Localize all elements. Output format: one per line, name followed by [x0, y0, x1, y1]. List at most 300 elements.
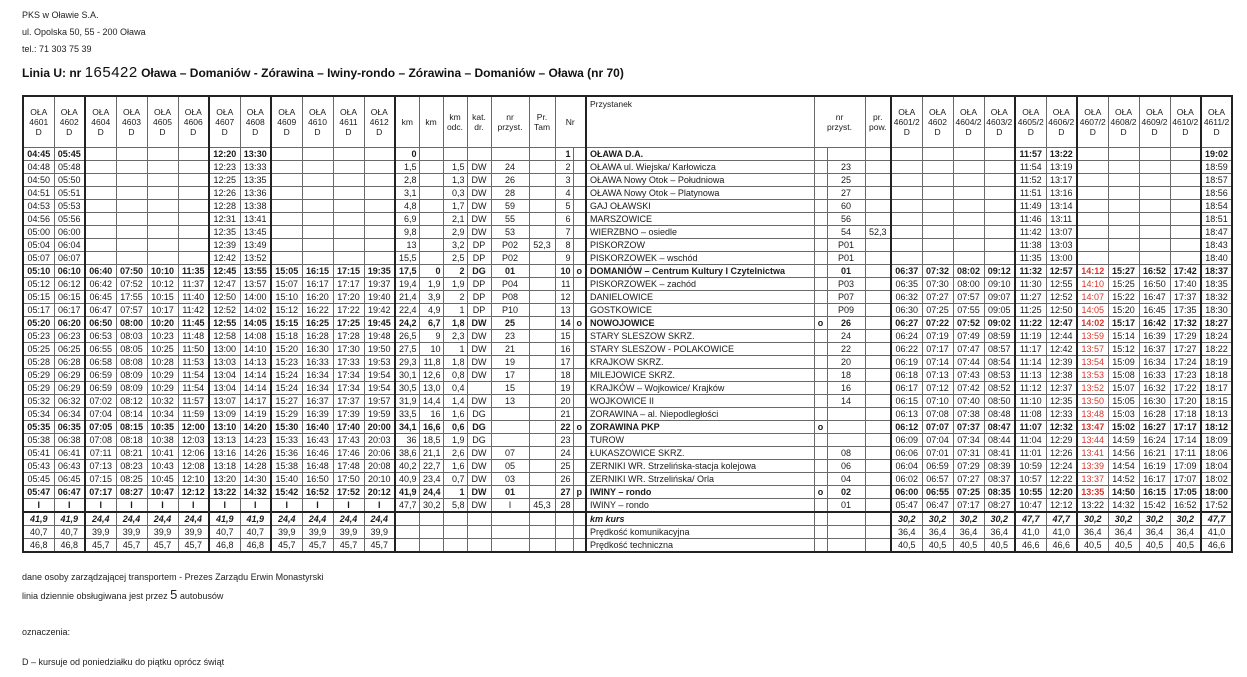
time-cell-outbound: 10:10 — [147, 265, 178, 278]
km-cell: 41,9 — [395, 486, 419, 499]
time-cell-outbound: 19:53 — [364, 356, 395, 369]
time-cell-outbound: 08:03 — [116, 330, 147, 343]
marker-cell-right — [814, 187, 827, 200]
time-cell-return: 06:18 — [891, 369, 922, 382]
time-cell-return — [984, 161, 1015, 174]
time-cell-outbound — [364, 239, 395, 252]
km2-cell: 30,2 — [419, 499, 443, 513]
time-cell-return: 14:54 — [1108, 460, 1139, 473]
row-number-cell: 1 — [555, 148, 573, 161]
time-cell-return: 08:50 — [984, 395, 1015, 408]
time-cell-return: 11:52 — [1015, 174, 1046, 187]
summary-value-return: 36,4 — [891, 526, 922, 539]
time-cell-outbound — [364, 213, 395, 226]
time-cell-outbound: 13:03 — [209, 356, 240, 369]
time-cell-outbound — [178, 148, 209, 161]
time-cell-outbound: 08:12 — [116, 395, 147, 408]
time-cell-outbound — [333, 148, 364, 161]
summary-value-outbound: 39,9 — [364, 526, 395, 539]
time-cell-return — [1170, 148, 1201, 161]
time-cell-return: 16:21 — [1139, 447, 1170, 460]
stop-row — [23, 304, 1232, 317]
line-title-prefix: Linia U: nr — [22, 66, 82, 80]
km2-cell: 10 — [419, 343, 443, 356]
time-cell-return: 15:07 — [1108, 382, 1139, 395]
stop-row — [23, 356, 1232, 369]
time-cell-return: 18:15 — [1201, 395, 1232, 408]
time-cell-outbound: 07:50 — [116, 265, 147, 278]
time-cell-outbound: 17:50 — [333, 473, 364, 486]
km-section-cell: 2,5 — [443, 252, 467, 265]
time-cell-outbound — [302, 239, 333, 252]
time-cell-outbound: 13:07 — [209, 395, 240, 408]
time-cell-return: 14:02 — [1077, 317, 1108, 330]
time-cell-return: 11:27 — [1015, 291, 1046, 304]
road-category-cell: DP — [467, 278, 491, 291]
summary-empty-cell — [814, 526, 827, 539]
km2-cell: 16 — [419, 408, 443, 421]
speed-outbound-cell — [529, 213, 555, 226]
time-cell-outbound: I — [240, 499, 271, 513]
time-cell-outbound: 06:55 — [85, 343, 116, 356]
time-cell-outbound — [333, 200, 364, 213]
row-number-cell: 27 — [555, 486, 573, 499]
km2-cell: 24,4 — [419, 486, 443, 499]
road-category-cell: DW — [467, 174, 491, 187]
marker-cell-right — [814, 304, 827, 317]
speed-return-cell — [865, 148, 891, 161]
time-cell-return: 06:30 — [891, 304, 922, 317]
stop-name-cell: IWINY – rondo — [586, 486, 814, 499]
time-cell-outbound: 07:13 — [85, 460, 116, 473]
time-cell-outbound: 11:57 — [178, 395, 209, 408]
time-cell-outbound: 20:03 — [364, 434, 395, 447]
summary-value-return: 36,4 — [953, 526, 984, 539]
time-cell-outbound — [116, 187, 147, 200]
company-phone: tel.: 71 303 75 39 — [22, 44, 92, 54]
stop-row — [23, 239, 1232, 252]
time-cell-return: 12:33 — [1046, 408, 1077, 421]
summary-value-return: 40,5 — [891, 539, 922, 553]
time-cell-return: 13:19 — [1046, 161, 1077, 174]
time-cell-outbound: 10:29 — [147, 369, 178, 382]
time-cell-outbound: 12:08 — [178, 460, 209, 473]
marker-cell-right — [814, 278, 827, 291]
time-cell-return: 10:57 — [1015, 473, 1046, 486]
time-cell-return: 13:07 — [1046, 226, 1077, 239]
summary-empty-cell — [555, 526, 573, 539]
km-cell: 27,5 — [395, 343, 419, 356]
time-cell-return: 18:30 — [1201, 304, 1232, 317]
km2-cell — [419, 252, 443, 265]
speed-outbound-cell — [529, 369, 555, 382]
time-cell-outbound: 05:12 — [23, 278, 54, 291]
time-cell-outbound: 20:10 — [364, 473, 395, 486]
road-category-cell: DW — [467, 369, 491, 382]
km-section-cell: 1,6 — [443, 460, 467, 473]
summary-empty-cell — [443, 539, 467, 553]
time-cell-outbound: 06:20 — [54, 317, 85, 330]
time-cell-return: 13:14 — [1046, 200, 1077, 213]
time-cell-return: 14:05 — [1077, 304, 1108, 317]
time-cell-return: 13:54 — [1077, 356, 1108, 369]
row-number-cell: 6 — [555, 213, 573, 226]
time-cell-outbound: 19:57 — [364, 395, 395, 408]
time-cell-outbound: 07:02 — [85, 395, 116, 408]
speed-return-cell — [865, 486, 891, 499]
time-cell-return: 06:24 — [891, 330, 922, 343]
km-cell: 0 — [395, 148, 419, 161]
stop-row — [23, 213, 1232, 226]
km2-cell: 4,9 — [419, 304, 443, 317]
time-cell-return — [891, 226, 922, 239]
time-cell-return: 17:24 — [1170, 356, 1201, 369]
stop-row — [23, 265, 1232, 278]
time-cell-outbound: 11:37 — [178, 278, 209, 291]
summary-value-outbound: 40,7 — [23, 526, 54, 539]
time-cell-return — [891, 200, 922, 213]
row-number-cell: 25 — [555, 460, 573, 473]
speed-outbound-header: Pr. Tam — [529, 96, 555, 148]
time-cell-outbound: 14:02 — [240, 304, 271, 317]
km-section-cell: 3,2 — [443, 239, 467, 252]
course-header-outbound: OŁA 4603 D — [116, 96, 147, 148]
summary-empty-cell — [395, 539, 419, 553]
time-cell-outbound: 15:18 — [271, 330, 302, 343]
summary-value-return: 30,2 — [1139, 512, 1170, 526]
company-address: ul. Opolska 50, 55 - 200 Oława — [22, 27, 146, 37]
summary-value-outbound: 45,7 — [85, 539, 116, 553]
speed-return-cell — [865, 408, 891, 421]
time-cell-return: 07:04 — [922, 434, 953, 447]
course-header-return: OŁA 4602 D — [922, 96, 953, 148]
time-cell-outbound: 20:00 — [364, 421, 395, 434]
time-cell-return: 12:42 — [1046, 343, 1077, 356]
time-cell-outbound: 16:52 — [302, 486, 333, 499]
marker-cell-left — [573, 499, 586, 513]
time-cell-return — [1077, 252, 1108, 265]
time-cell-return: 13:48 — [1077, 408, 1108, 421]
speed-outbound-cell — [529, 408, 555, 421]
time-cell-return: 06:13 — [891, 408, 922, 421]
time-cell-outbound — [85, 239, 116, 252]
time-cell-return — [1108, 187, 1139, 200]
time-cell-outbound: 15:24 — [271, 369, 302, 382]
km-cell: 31,9 — [395, 395, 419, 408]
marker-cell-right: o — [814, 421, 827, 434]
marker-cell-left — [573, 447, 586, 460]
time-cell-outbound — [116, 200, 147, 213]
line-title-route: Oława – Domaniów - Zórawina – Iwiny-rondo – Zórawina – Domaniów – Oława (nr 70) — [141, 66, 624, 80]
row-number-cell: 22 — [555, 421, 573, 434]
marker-cell-left: o — [573, 317, 586, 330]
time-cell-outbound: 05:04 — [23, 239, 54, 252]
speed-outbound-cell — [529, 148, 555, 161]
summary-row — [23, 512, 1232, 526]
time-cell-outbound — [85, 187, 116, 200]
summary-value-return: 36,4 — [1139, 526, 1170, 539]
summary-empty-cell — [573, 512, 586, 526]
summary-empty-cell — [491, 512, 529, 526]
stop-number-cell-return: P09 — [827, 304, 865, 317]
summary-value-outbound: 45,7 — [333, 539, 364, 553]
marker-cell-right: o — [814, 317, 827, 330]
time-cell-return: 17:37 — [1170, 291, 1201, 304]
summary-value-outbound: 45,7 — [116, 539, 147, 553]
time-cell-return — [1108, 200, 1139, 213]
time-cell-return: 17:22 — [1170, 382, 1201, 395]
stop-number-cell-return: 01 — [827, 265, 865, 278]
time-cell-return: 12:50 — [1046, 304, 1077, 317]
time-cell-outbound: 17:17 — [333, 278, 364, 291]
speed-outbound-cell — [529, 460, 555, 473]
time-cell-outbound: 16:46 — [302, 447, 333, 460]
time-cell-outbound: 16:39 — [302, 408, 333, 421]
summary-label-cell: Prędkość techniczna — [586, 539, 814, 553]
time-cell-return: 08:54 — [984, 356, 1015, 369]
time-cell-return: 13:47 — [1077, 421, 1108, 434]
time-cell-outbound — [364, 148, 395, 161]
time-cell-return: 08:59 — [984, 330, 1015, 343]
speed-return-cell — [865, 473, 891, 486]
time-cell-outbound: 10:29 — [147, 382, 178, 395]
time-cell-outbound: 06:42 — [85, 278, 116, 291]
time-cell-return — [1108, 161, 1139, 174]
time-cell-outbound — [116, 148, 147, 161]
time-cell-return: 07:31 — [953, 447, 984, 460]
summary-empty-cell — [395, 526, 419, 539]
time-cell-return: 11:01 — [1015, 447, 1046, 460]
time-cell-outbound: I — [302, 499, 333, 513]
time-cell-outbound: 16:25 — [302, 317, 333, 330]
time-cell-return: 06:22 — [891, 343, 922, 356]
stop-name-cell: PISKORZOWEK – zachód — [586, 278, 814, 291]
time-cell-return: 13:17 — [1046, 174, 1077, 187]
time-cell-outbound: 08:23 — [116, 460, 147, 473]
stop-row — [23, 473, 1232, 486]
time-cell-outbound: 06:59 — [85, 382, 116, 395]
time-cell-outbound: 14:14 — [240, 369, 271, 382]
time-cell-outbound: 14:30 — [240, 473, 271, 486]
time-cell-outbound: I — [178, 499, 209, 513]
time-cell-return: 07:13 — [922, 369, 953, 382]
time-cell-return: 06:37 — [891, 265, 922, 278]
road-category-cell: DW — [467, 200, 491, 213]
time-cell-outbound: 07:05 — [85, 421, 116, 434]
time-cell-outbound — [116, 252, 147, 265]
time-cell-outbound: 14:20 — [240, 421, 271, 434]
time-cell-return: 10:59 — [1015, 460, 1046, 473]
km-cell: 3,1 — [395, 187, 419, 200]
speed-outbound-cell — [529, 343, 555, 356]
time-cell-outbound: 06:47 — [85, 304, 116, 317]
time-cell-outbound: 11:42 — [178, 304, 209, 317]
time-cell-outbound: 14:26 — [240, 447, 271, 460]
time-cell-return: 11:17 — [1015, 343, 1046, 356]
road-category-cell: DP — [467, 252, 491, 265]
time-cell-return — [1077, 226, 1108, 239]
time-cell-return: 18:54 — [1201, 200, 1232, 213]
time-cell-outbound: 08:00 — [116, 317, 147, 330]
road-category-cell: DG — [467, 408, 491, 421]
time-cell-return: 11:49 — [1015, 200, 1046, 213]
summary-value-outbound: 45,7 — [178, 539, 209, 553]
stop-number-cell-return: 01 — [827, 499, 865, 513]
course-header-outbound: OŁA 4607 D — [209, 96, 240, 148]
summary-value-outbound: 46,8 — [23, 539, 54, 553]
time-cell-return — [1077, 187, 1108, 200]
speed-outbound-cell — [529, 395, 555, 408]
time-cell-outbound: 05:17 — [23, 304, 54, 317]
km-cell: 2,8 — [395, 174, 419, 187]
time-cell-return: 12:37 — [1046, 382, 1077, 395]
course-header-return: OŁA 4609/2 D — [1139, 96, 1170, 148]
time-cell-outbound: 05:32 — [23, 395, 54, 408]
time-cell-return: 17:07 — [1170, 473, 1201, 486]
time-cell-return: 06:27 — [891, 317, 922, 330]
time-cell-outbound: 08:18 — [116, 434, 147, 447]
stop-row — [23, 226, 1232, 239]
course-header-outbound: OŁA 4605 D — [147, 96, 178, 148]
time-cell-outbound: 17:22 — [333, 304, 364, 317]
time-cell-outbound: 06:50 — [85, 317, 116, 330]
speed-outbound-cell — [529, 317, 555, 330]
time-cell-return: 14:52 — [1108, 473, 1139, 486]
speed-outbound-cell — [529, 330, 555, 343]
time-cell-outbound: 15:05 — [271, 265, 302, 278]
time-cell-return: 18:32 — [1201, 291, 1232, 304]
speed-outbound-cell — [529, 304, 555, 317]
speed-return-cell — [865, 395, 891, 408]
summary-value-outbound: 40,7 — [240, 526, 271, 539]
road-category-cell: DP — [467, 304, 491, 317]
marker-cell-left — [573, 187, 586, 200]
speed-return-cell — [865, 434, 891, 447]
line-title — [22, 64, 624, 81]
summary-value-outbound: 46,8 — [240, 539, 271, 553]
time-cell-return: 17:20 — [1170, 395, 1201, 408]
time-cell-outbound: 04:45 — [23, 148, 54, 161]
summary-value-return: 47,7 — [1015, 512, 1046, 526]
time-cell-outbound — [364, 174, 395, 187]
time-cell-outbound — [302, 161, 333, 174]
km-section-cell: 1,3 — [443, 174, 467, 187]
time-cell-return: 18:00 — [1201, 486, 1232, 499]
time-cell-return: 11:19 — [1015, 330, 1046, 343]
road-category-header: kat. dr. — [467, 96, 491, 148]
time-cell-return: 11:08 — [1015, 408, 1046, 421]
time-cell-return — [1077, 161, 1108, 174]
time-cell-return: 07:52 — [953, 317, 984, 330]
km-cell: 19,4 — [395, 278, 419, 291]
time-cell-outbound — [364, 187, 395, 200]
time-cell-outbound: 14:28 — [240, 460, 271, 473]
time-cell-return — [1077, 174, 1108, 187]
stop-number-cell-return: 54 — [827, 226, 865, 239]
time-cell-return: 16:30 — [1139, 395, 1170, 408]
speed-return-cell — [865, 499, 891, 513]
time-cell-return: 07:40 — [953, 395, 984, 408]
summary-empty-cell — [467, 526, 491, 539]
time-cell-return: 17:18 — [1170, 408, 1201, 421]
summary-label-cell: Prędkość komunikacyjna — [586, 526, 814, 539]
time-cell-outbound: 15:24 — [271, 382, 302, 395]
km-cell: 21,4 — [395, 291, 419, 304]
stop-number-header-return: nr przyst. — [814, 96, 865, 148]
time-cell-return: 14:32 — [1108, 499, 1139, 513]
time-cell-outbound: I — [85, 499, 116, 513]
time-cell-outbound: 16:15 — [302, 265, 333, 278]
marker-cell-right — [814, 330, 827, 343]
stop-row — [23, 382, 1232, 395]
timetable — [22, 95, 1233, 553]
time-cell-outbound: 13:00 — [209, 343, 240, 356]
time-cell-outbound: 07:52 — [116, 278, 147, 291]
time-cell-outbound: 19:50 — [364, 343, 395, 356]
time-cell-return — [1139, 213, 1170, 226]
time-cell-return — [953, 226, 984, 239]
stop-row — [23, 408, 1232, 421]
km-section-cell: 0,7 — [443, 473, 467, 486]
road-category-cell — [467, 148, 491, 161]
time-cell-outbound: 13:22 — [209, 486, 240, 499]
stop-name-cell: DOMANIÓW – Centrum Kultury I Czytelnictwa — [586, 265, 814, 278]
time-cell-outbound: 06:58 — [85, 356, 116, 369]
time-cell-outbound: 13:57 — [240, 278, 271, 291]
time-cell-outbound: 05:34 — [23, 408, 54, 421]
time-cell-outbound: 08:27 — [116, 486, 147, 499]
time-cell-outbound: 10:47 — [147, 486, 178, 499]
row-number-cell: 4 — [555, 187, 573, 200]
stop-number-cell-return: 23 — [827, 161, 865, 174]
time-cell-outbound: 16:43 — [302, 434, 333, 447]
marker-cell-right — [814, 174, 827, 187]
stop-number-cell-return: 18 — [827, 369, 865, 382]
summary-value-return: 40,5 — [1139, 539, 1170, 553]
time-cell-return: 10:55 — [1015, 486, 1046, 499]
row-number-cell: 23 — [555, 434, 573, 447]
time-cell-outbound: 16:37 — [302, 395, 333, 408]
summary-empty-cell — [573, 539, 586, 553]
time-cell-return: 16:50 — [1139, 278, 1170, 291]
km-section-cell: 0,8 — [443, 369, 467, 382]
stop-row — [23, 460, 1232, 473]
time-cell-outbound: 06:29 — [54, 382, 85, 395]
time-cell-outbound: 07:15 — [85, 473, 116, 486]
time-cell-return — [1139, 148, 1170, 161]
time-cell-outbound: 06:25 — [54, 343, 85, 356]
time-cell-outbound: 08:09 — [116, 382, 147, 395]
time-cell-return: 07:44 — [953, 356, 984, 369]
stop-row — [23, 330, 1232, 343]
time-cell-return: 18:02 — [1201, 473, 1232, 486]
time-cell-return: 12:38 — [1046, 369, 1077, 382]
time-cell-outbound: 19:48 — [364, 330, 395, 343]
time-cell-outbound: 17:20 — [333, 291, 364, 304]
marker-cell-left — [573, 356, 586, 369]
time-cell-return: 14:10 — [1077, 278, 1108, 291]
summary-value-outbound: 39,9 — [116, 526, 147, 539]
time-cell-return: 16:32 — [1139, 382, 1170, 395]
time-cell-outbound — [271, 148, 302, 161]
marker-cell-left — [573, 239, 586, 252]
course-header-outbound: OŁA 4610 D — [302, 96, 333, 148]
km2-cell — [419, 226, 443, 239]
km2-cell: 16,6 — [419, 421, 443, 434]
time-cell-outbound: 07:17 — [85, 486, 116, 499]
stop-number-cell-outbound: 07 — [491, 447, 529, 460]
time-cell-return: 18:18 — [1201, 369, 1232, 382]
